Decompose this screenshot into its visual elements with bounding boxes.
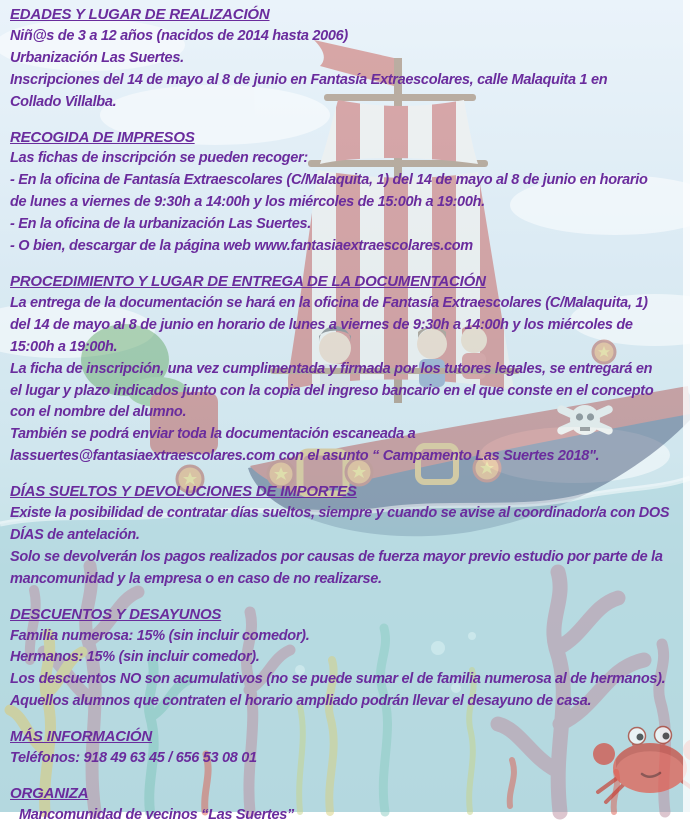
section-edades [10,4,690,114]
section-text-line: de lunes a viernes de 9:30h a 14:00h y los miércoles de 15:00h a 19:00h. [10,194,485,211]
section-procedimiento [10,271,690,468]
section-mas-informacion [10,726,690,770]
section-heading: PROCEDIMIENTO Y LUGAR DE ENTREGA DE LA DOCUMENTACIÓN [10,272,486,290]
section-text-line: el lugar y plazo indicados junto con la copia del ingreso bancario en el que conste en el concepto [10,382,654,399]
section-text-line: Collado Villalba. [10,93,117,110]
section-text-line: La entrega de la documentación se hará en la oficina de Fantasía Extraescolares (C/Malaquita, 1) [10,294,648,311]
section-text-line: Existe la posibilidad de contratar días sueltos, siempre y cuando se avise al coordinador/a con DOS [10,505,670,522]
section-text-line: Los descuentos NO son acumulativos (no se puede sumar el de familia numerosa al de hermanos). [10,671,666,688]
section-text-line: Urbanización Las Suertes. [10,49,184,66]
section-text-line: Mancomunidad de vecinos “Las Suertes” [19,806,294,823]
section-text-line: - O bien, descargar de la página web www.fantasiaextraescolares.com [10,238,473,255]
section-text-line: mancomunidad y la empresa o en caso de no realizarse. [10,570,382,587]
section-organiza [10,783,690,827]
section-descuentos [10,604,690,714]
section-text-line: Inscripciones del 14 de mayo al 8 de junio en Fantasía Extraescolares, calle Malaquita 1 en [10,71,608,88]
section-heading: ORGANIZA [10,785,89,802]
section-text-line: - En la oficina de Fantasía Extraescolares (C/Malaquita, 1) del 14 de mayo al 8 de junio en horario [10,172,648,189]
section-heading: MÁS INFORMACIÓN [10,728,152,746]
section-dias-sueltos [10,481,690,591]
section-text-line: DÍAS de antelación. [10,526,140,543]
section-text-line: Teléfonos: 918 49 63 45 / 656 53 08 01 [10,750,257,767]
section-text-line: Las fichas de inscripción se pueden recoger: [10,150,308,167]
section-text-line: con el nombre del alumno. [10,404,187,421]
section-text-line: Aquellos alumnos que contraten el horario ampliado podrán llevar el desayuno de casa. [10,693,592,710]
section-heading: RECOGIDA DE IMPRESOS [10,128,195,146]
section-text-line: Niñ@s de 3 a 12 años (nacidos de 2014 hasta 2006) [10,27,348,44]
section-text-line: 15:00h a 19:00h. [10,338,118,355]
section-heading: EDADES Y LUGAR DE REALIZACIÓN [10,6,270,23]
section-text-line: Hermanos: 15% (sin incluir comedor). [10,649,260,666]
section-text-line: También se podrá enviar toda la documentación escaneada a [10,426,416,443]
section-recogida [10,127,690,258]
section-text-line: Solo se devolverán los pagos realizados por causas de fuerza mayor previo estudio por parte de la [10,548,663,565]
section-heading: DÍAS SUELTOS Y DEVOLUCIONES DE IMPORTES [10,483,357,501]
section-text-line: lassuertes@fantasiaextraescolares.com con el asunto “ Campamento Las Suertes 2018". [10,448,600,465]
section-heading: DESCUENTOS Y DESAYUNOS [10,605,222,623]
section-text-line: del 14 de mayo al 8 de junio en horario de lunes a viernes de 9:30h a 14:00h y los miércoles de [10,316,633,333]
section-text-line: Familia numerosa: 15% (sin incluir comedor). [10,627,310,644]
section-text-line: La ficha de inscripción, una vez cumplimentada y firmada por los tutores legales, se entregará en [10,360,653,377]
section-text-line: - En la oficina de la urbanización Las Suertes. [10,216,311,233]
